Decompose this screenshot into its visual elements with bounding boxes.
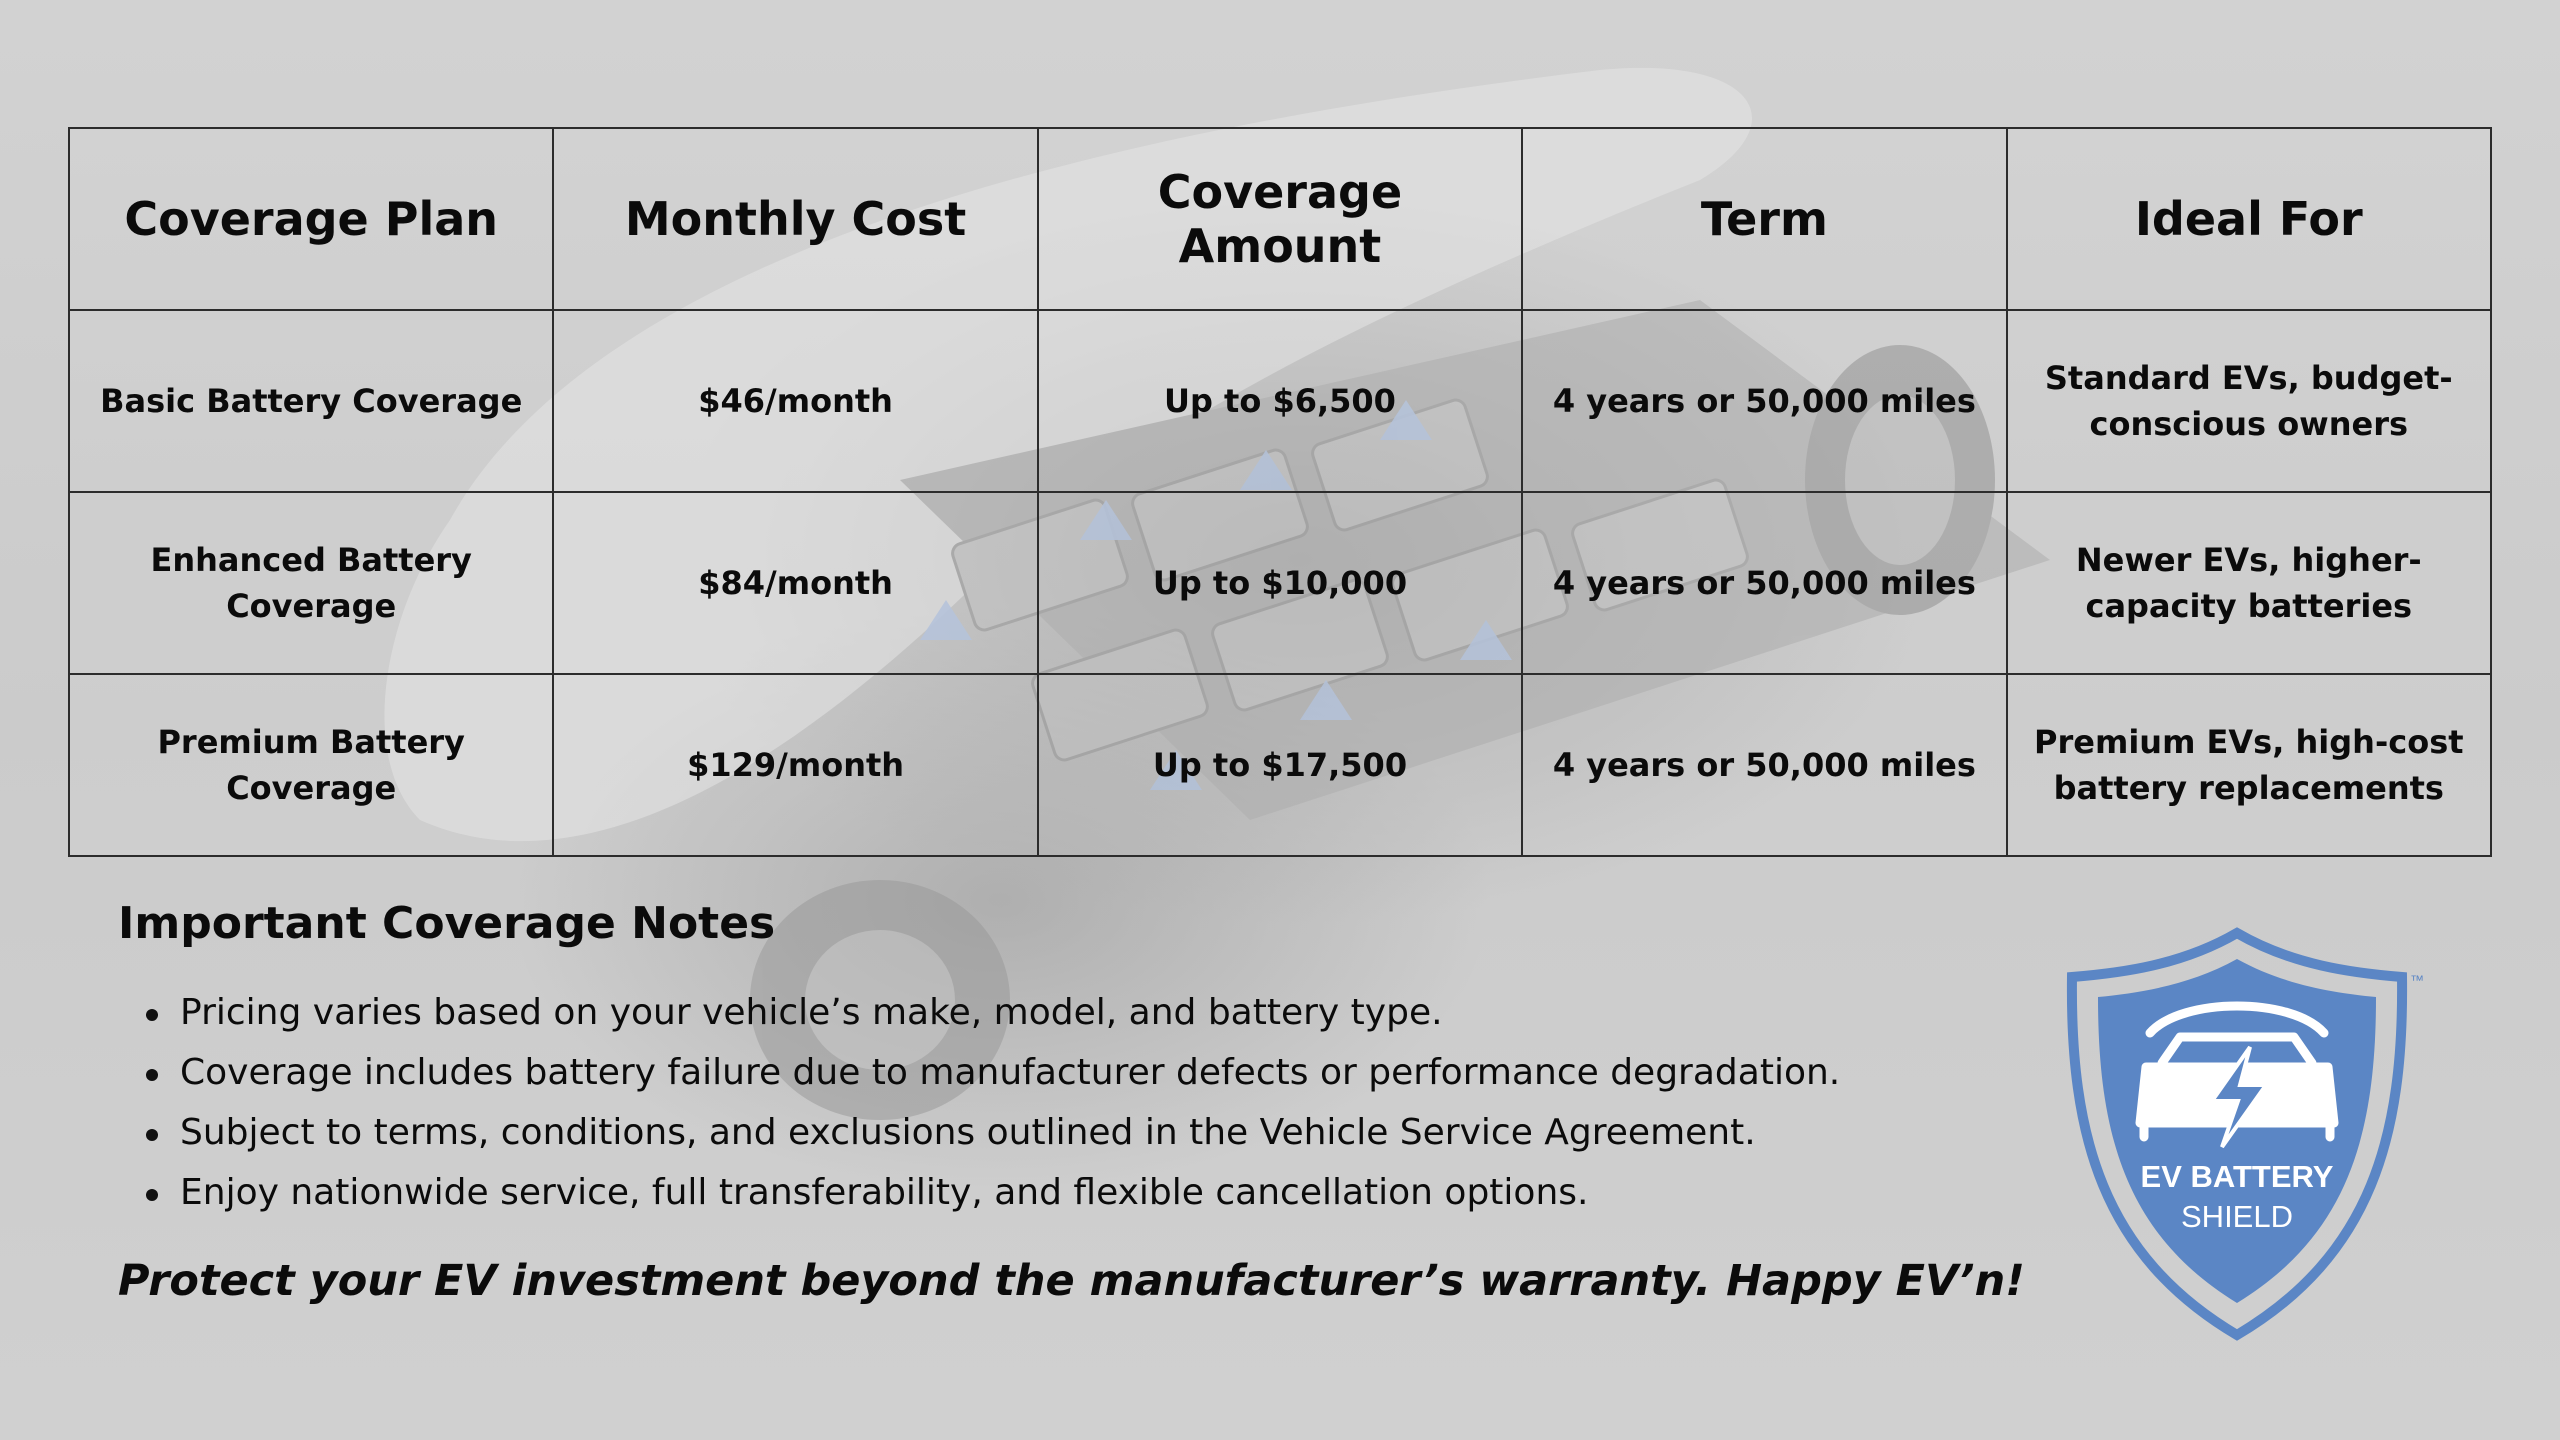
table-row — [69, 492, 2491, 674]
logo-text-line1: EV BATTERY — [2140, 1159, 2334, 1194]
column-header: Ideal For — [2007, 128, 2491, 310]
notes-list — [118, 983, 1840, 1223]
list-item: Coverage includes battery failure due to manufacturer defects or performance degradation. — [180, 1043, 1840, 1103]
table-cell: $46/month — [553, 310, 1037, 492]
notes-heading: Important Coverage Notes — [118, 898, 776, 949]
column-header: Term — [1522, 128, 2006, 310]
list-item: Pricing varies based on your vehicle’s make, model, and battery type. — [180, 983, 1840, 1043]
table-header-row — [69, 128, 2491, 310]
coverage-plans-table — [68, 127, 2492, 857]
tagline: Protect your EV investment beyond the manufacturer’s warranty. Happy EV’n! — [118, 1256, 2025, 1306]
table-cell: Enhanced Battery Coverage — [69, 492, 553, 674]
ev-battery-shield-logo — [2052, 925, 2422, 1345]
table-row — [69, 310, 2491, 492]
table-cell: Basic Battery Coverage — [69, 310, 553, 492]
table-row — [69, 674, 2491, 856]
table-cell: Premium EVs, high-cost battery replacements — [2007, 674, 2491, 856]
table-cell: Newer EVs, higher-capacity batteries — [2007, 492, 2491, 674]
table-cell: Premium Battery Coverage — [69, 674, 553, 856]
column-header: Coverage Amount — [1038, 128, 1522, 310]
list-item: Subject to terms, conditions, and exclusions outlined in the Vehicle Service Agreement. — [180, 1103, 1840, 1163]
table-cell: 4 years or 50,000 miles — [1522, 310, 2006, 492]
trademark-symbol: ™ — [2410, 972, 2424, 988]
column-header: Coverage Plan — [69, 128, 553, 310]
table-cell: Up to $6,500 — [1038, 310, 1522, 492]
table-cell: Up to $17,500 — [1038, 674, 1522, 856]
table-cell: Up to $10,000 — [1038, 492, 1522, 674]
table-cell: $129/month — [553, 674, 1037, 856]
column-header: Monthly Cost — [553, 128, 1037, 310]
table-cell: Standard EVs, budget-conscious owners — [2007, 310, 2491, 492]
table-cell: $84/month — [553, 492, 1037, 674]
table-cell: 4 years or 50,000 miles — [1522, 492, 2006, 674]
list-item: Enjoy nationwide service, full transferability, and flexible cancellation options. — [180, 1163, 1840, 1223]
logo-text-line2: SHIELD — [2181, 1199, 2293, 1234]
table-cell: 4 years or 50,000 miles — [1522, 674, 2006, 856]
